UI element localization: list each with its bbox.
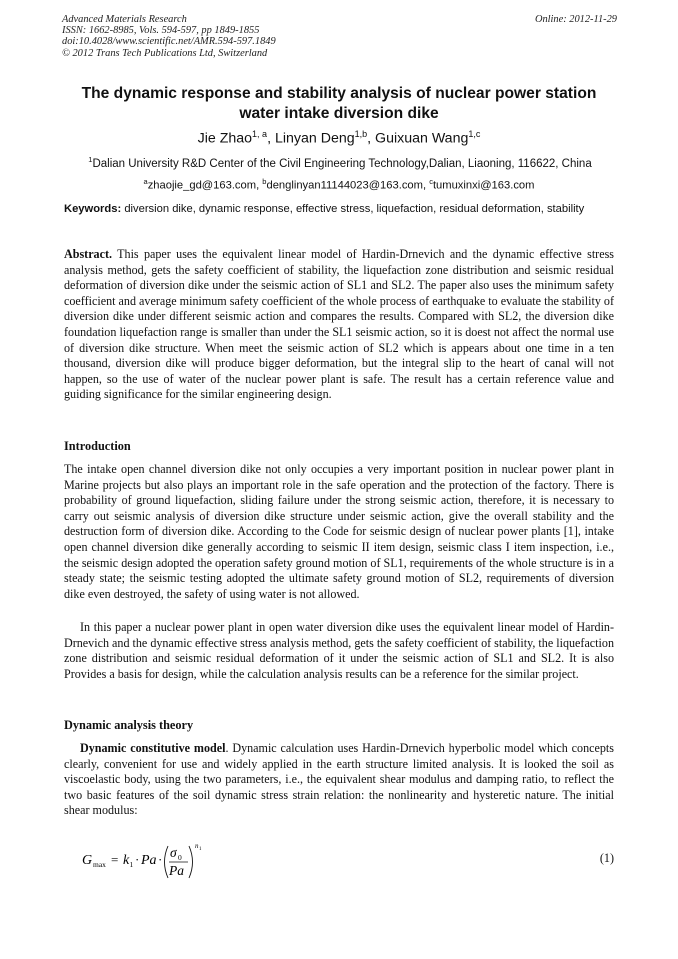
eq-lhs: G: [82, 853, 93, 868]
theory-lead: Dynamic constitutive model: [80, 741, 226, 755]
eq-equals: =: [111, 852, 119, 867]
eq-numerator-sub: 0: [178, 853, 182, 862]
eq-left-paren: [165, 846, 169, 878]
theory-heading: Dynamic analysis theory: [64, 718, 194, 732]
author-list: [60, 125, 618, 148]
email-superscript: b: [262, 177, 267, 186]
equation-1: [82, 842, 614, 882]
email-separator: ,: [256, 179, 263, 192]
introduction-paragraph-1: The intake open channel diversion dike not only occupies a very important position in nuclear power plant in Marine projects but also plays an important role in the safe operation and the protection of the factory. There is probability of ground liquefaction, sliding failure under the strong seismic action, therefore, it is necessary to carry out seismic analysis of diversion dike structure under seismic action, give the overall stability and the destruction form of diversion dike. According to the Code for seismic design of nuclear power plants [1], intake open channel diversion dike generally according to seismic II item design, seismic class I item inspection, i.e., the seismic design adopted the operation safety ground motion of SL1, requirements of the whole structure is in a steady state; the seismic testing adopted the ultimate safety ground motion of SL2, requirements of diversion dike even destroyed, the safety of using water is not allowed.: [64, 462, 614, 601]
copyright-line: © 2012 Trans Tech Publications Ltd, Switzerland: [62, 47, 268, 59]
affiliation-text: Dalian University R&D Center of the Civil Engineering Technology,Dalian, Liaoning, 116622, China: [92, 157, 592, 170]
abstract: [64, 247, 614, 403]
author-superscript: 1,b: [354, 129, 368, 139]
equation-formula: [82, 842, 242, 882]
eq-dot: ·: [135, 852, 140, 867]
email-superscript: c: [429, 177, 433, 186]
eq-dot: ·: [158, 852, 163, 867]
eq-exponent: n: [195, 842, 199, 850]
eq-k-sub: 1: [129, 860, 134, 869]
eq-k: k: [123, 853, 130, 868]
email-link[interactable]: zhaojie_gd@163.com: [147, 179, 257, 192]
email-separator: ,: [422, 179, 430, 192]
theory-text: . Dynamic calculation uses Hardin-Drnevich hyperbolic model which concepts clearly, convenient for use and widely applied in the earth structure limited analysis. It is looked the soil as viscoelastic body, using the two parameters, i.e., the equivalent shear modulus and damping ratio, to reflect the two basic features of the soil dynamic stress strain relation: the nonlinearity and hysteretic nature. The initial shear modulus:: [64, 741, 614, 818]
keywords-label: Keywords:: [64, 203, 122, 215]
eq-right-paren: [189, 846, 193, 878]
email-link[interactable]: tumuxinxi@163.com: [432, 179, 535, 192]
doi-line: doi:10.4028/www.scientific.net/AMR.594-597.1849: [62, 36, 276, 48]
eq-exponent-sub: 1: [199, 847, 202, 852]
author-separator: ,: [267, 130, 275, 147]
author-name: Guixuan Wang: [375, 130, 469, 147]
online-date: Online: 2012-11-29: [534, 14, 617, 25]
eq-denominator: Pa: [169, 863, 184, 878]
author-superscript: 1,c: [468, 129, 481, 139]
email-superscript: a: [143, 177, 148, 186]
author-name: Jie Zhao: [197, 130, 253, 147]
abstract-text: This paper uses the equivalent linear model of Hardin-Drnevich and the dynamic effective stress analysis method, gets the safety coefficient of stability, the liquefaction zone distribution and seismic residual deformation of diversion dike under the seismic action of SL1 and SL2. The paper also uses the minimum safety coefficient and average minimum safety coefficient of the whole process of earthquake to evaluate the stability of diversion dike under different seismic action and compares the results. Compared with SL2, the diversion dike foundation liquefaction range is smaller than under the SL1 seismic action, so it is doest not affect the normal use of diversion dike structure. When meet the seismic action of SL2 which is appears about one time in a ten thousand, diversion dike will produce bigger deformation, but the integral slip to the heart of canal will not happen, so the use of water of the nuclear power plant is safe. The result has a certain reference value and guiding significance for the similar engineering design.: [64, 247, 614, 402]
author-separator: ,: [367, 130, 376, 147]
keywords: [64, 203, 614, 217]
affiliation-superscript: 1: [88, 155, 93, 164]
email-list: [60, 175, 618, 193]
title-line-1: The dynamic response and stability analysis of nuclear power station: [81, 85, 597, 102]
introduction-paragraph-2: In this paper a nuclear power plant in open water diversion dike uses the equivalent linear model of Hardin-Drnevich and the dynamic effective stress analysis method, gets the safety coefficient of stability, the liquefaction zone distribution and seismic residual deformation of it under the seismic action of SL1 and SL2. It is also Provides a basis for design, while the calculation analysis results can be a reference for the similar project.: [64, 620, 614, 681]
eq-lhs-sub: max: [93, 860, 106, 869]
author-name: Linyan Deng: [274, 130, 355, 147]
paper-title: [60, 84, 618, 123]
introduction-heading: Introduction: [64, 439, 131, 453]
email-link[interactable]: denglinyan11144023@163.com: [266, 179, 423, 192]
theory-paragraph: [64, 741, 614, 819]
title-line-2: water intake diversion dike: [239, 104, 439, 122]
journal-header: [62, 14, 617, 59]
abstract-label: Abstract.: [64, 247, 113, 261]
eq-pa: Pa: [141, 853, 157, 868]
equation-number: (1): [599, 851, 614, 865]
journal-name: Advanced Materials Research: [62, 14, 187, 25]
author-superscript: 1, a: [252, 129, 268, 139]
eq-numerator: σ: [170, 845, 177, 860]
affiliation: [60, 153, 620, 171]
keywords-text: diversion dike, dynamic response, effective stress, liquefaction, residual deformation, stability: [124, 203, 585, 215]
issn-line: ISSN: 1662-8985, Vols. 594-597, pp 1849-1855: [62, 25, 260, 37]
